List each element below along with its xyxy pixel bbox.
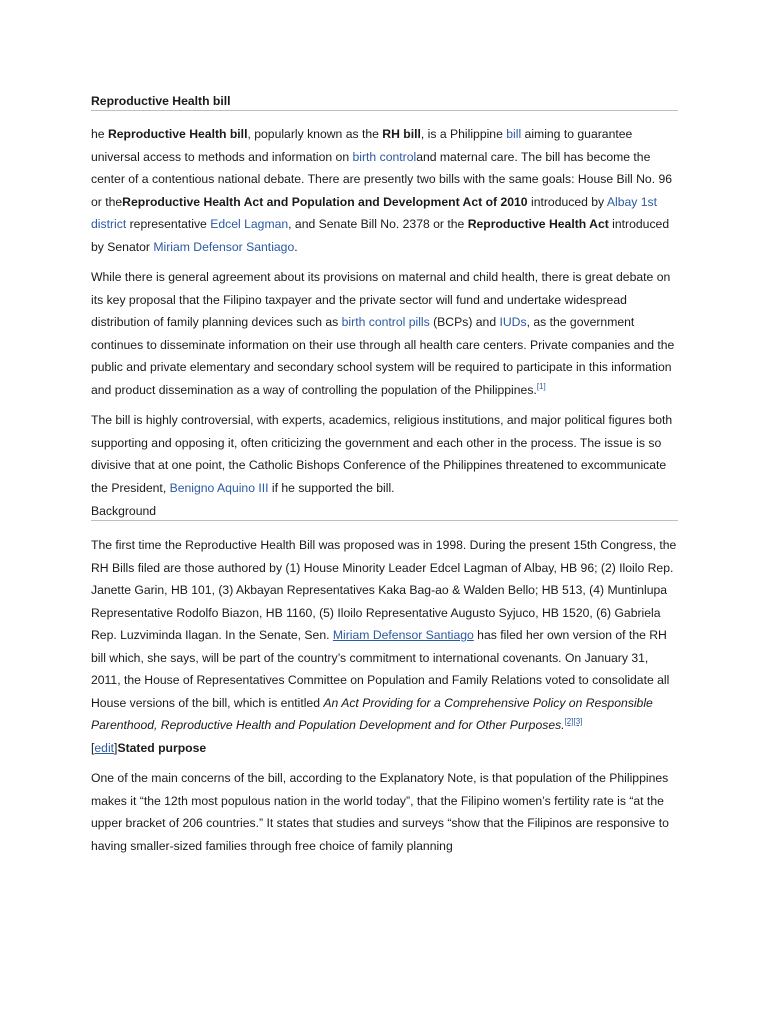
text: he bbox=[91, 127, 108, 141]
intro-paragraph bbox=[91, 123, 678, 258]
text: The bill is highly controversial, with experts, academics, religious institutions, and major political figures both supporting and opposing it, often criticizing the government and each other in the process. The issue is so divisive that at one point, the Catholic Bishops Conference of the Philippines threatened to excommunicate the President, bbox=[91, 413, 673, 495]
paragraph-debate bbox=[91, 266, 678, 401]
act-title: An Act Providing for a Comprehensive Policy on Responsible Parenthood, Reproductive Health and Population Development and for Other Purposes. bbox=[91, 695, 653, 732]
text: if he supported the bill. bbox=[268, 480, 395, 495]
link-bill[interactable]: bill bbox=[506, 127, 522, 141]
bracket: [ bbox=[91, 740, 95, 755]
text: and maternal care. The bill has become the center of a contentious national debate. There are presently two bills with the same goals: House Bill No. 96 or the bbox=[91, 149, 673, 209]
text: introduced by Senator bbox=[91, 217, 670, 254]
text: (BCPs) and bbox=[429, 315, 500, 329]
bold-term: Reproductive Health bill bbox=[107, 127, 248, 141]
text: One of the main concerns of the bill, according to the Explanatory Note, is that population of the Philippines makes it “the 12th most populous nation in the world today”, that the Filipino women’s fertility rate is “at the upper bracket of 206 countries.” It states that studies and surveys “show that the Filipinos are responsive to having smaller-sized families through free choice of family planning bbox=[91, 771, 669, 853]
link-edcel-lagman[interactable]: Edcel Lagman bbox=[210, 217, 289, 231]
link-miriam-santiago[interactable]: Miriam Defensor Santiago bbox=[153, 239, 295, 254]
bold-term: Reproductive Health Act and Population and Development Act of 2010 bbox=[122, 194, 528, 209]
text: . bbox=[294, 239, 298, 254]
text: representative bbox=[126, 217, 211, 231]
text: , as the government continues to disseminate information on their use through all health care centers. Private companies and the public and private elementary and secondary school system will be required to participate in this information and product dissemination as a way of controlling the population of the Philippines. bbox=[91, 315, 675, 397]
link-albay-district[interactable]: Albay 1st district bbox=[91, 194, 658, 231]
section-title: Stated purpose bbox=[117, 740, 207, 755]
page-title: Reproductive Health bill bbox=[91, 93, 678, 111]
bold-term: RH bill bbox=[382, 127, 421, 141]
paragraph-controversy bbox=[91, 409, 678, 499]
link-birth-control[interactable]: birth control bbox=[352, 149, 417, 164]
bold-term: Reproductive Health Act bbox=[467, 217, 609, 231]
section-heading-stated-purpose bbox=[91, 737, 678, 760]
text: While there is general agreement about its provisions on maternal and child health, there is great debate on its key proposal that the Filipino taxpayer and the private sector will fund and undertake widespread distribution of family planning devices such as bbox=[91, 270, 671, 329]
text: , is a Philippine bbox=[420, 127, 507, 141]
reference-1[interactable]: [1] bbox=[536, 381, 546, 391]
text: introduced by bbox=[527, 194, 607, 209]
reference-2-3[interactable]: [2][3] bbox=[564, 717, 583, 726]
link-iuds[interactable]: IUDs bbox=[499, 315, 527, 329]
text: has filed her own version of the RH bill which, she says, will be part of the country’s commitment to international covenants. On January 31, 2011, the House of Representatives Committee on Population and Family Relations voted to consolidate all House versions of the bill, which is entitled bbox=[91, 628, 670, 710]
paragraph-stated-purpose bbox=[91, 767, 678, 857]
paragraph-background bbox=[91, 534, 678, 737]
text: aiming to guarantee universal access to methods and information on bbox=[91, 127, 633, 164]
bracket: ] bbox=[114, 740, 118, 755]
text: The first time the Reproductive Health Bill was proposed was in 1998. During the present 15th Congress, the RH Bills filed are those authored by (1) House Minority Leader Edcel Lagman of Albay, HB 96; (2) Iloilo Rep. Janette Garin, HB 101, (3) Akbayan Representatives Kaka Bag-ao & Walden Bello; HB 513, (4) Muntinlupa Representative Rodolfo Biazon, HB 1160, (5) Iloilo Representative Augusto Syjuco, HB 1520, (6) Gabriela Rep. Luzviminda Ilagan. In the Senate, Sen. bbox=[91, 538, 677, 642]
link-benigno-aquino[interactable]: Benigno Aquino III bbox=[169, 480, 269, 495]
text: , popularly known as the bbox=[247, 127, 383, 141]
link-miriam-santiago-2[interactable]: Miriam Defensor Santiago bbox=[332, 628, 474, 642]
edit-link[interactable]: edit bbox=[94, 740, 115, 755]
link-birth-control-pills[interactable]: birth control pills bbox=[341, 315, 430, 329]
text: , and Senate Bill No. 2378 or the bbox=[288, 217, 468, 231]
section-heading-background: Background bbox=[91, 503, 678, 521]
